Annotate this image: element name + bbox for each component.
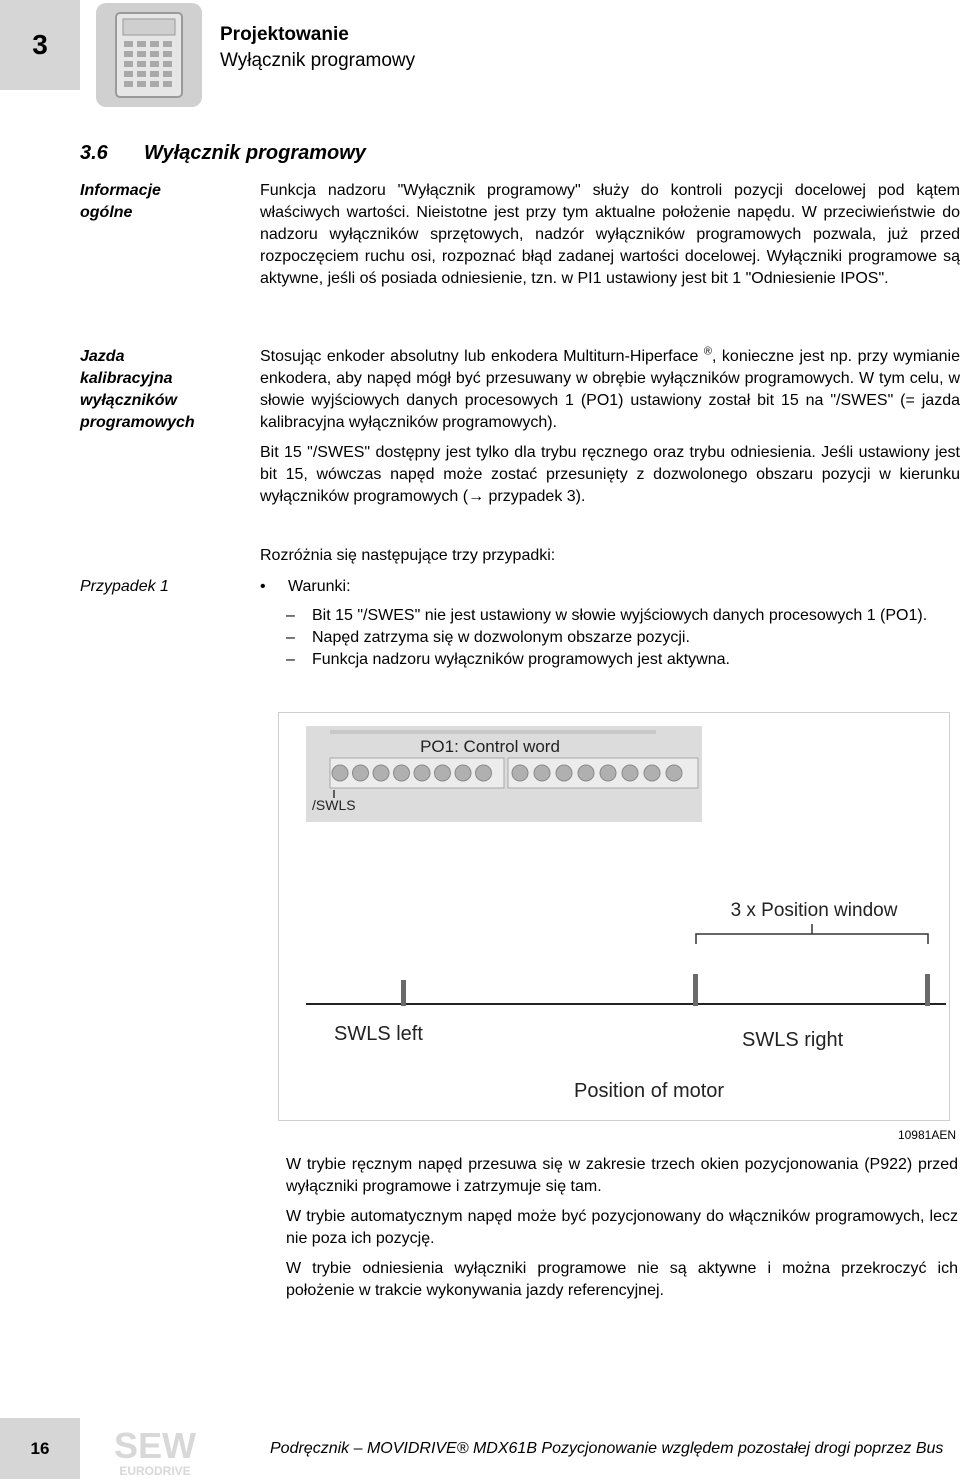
condition-text: Bit 15 "/SWES" nie jest ustawiony w słowie wyjściowych danych procesowych 1 (PO1). <box>312 607 928 624</box>
calibration-label-line: programowych <box>80 414 195 431</box>
calibration-label <box>80 346 230 434</box>
logo-text: SEW <box>113 1425 197 1466</box>
control-word-title: PO1: Control word <box>420 737 560 756</box>
general-label-line: ogólne <box>80 204 133 221</box>
logo-subtext: EURODRIVE <box>119 1464 191 1478</box>
figure-svg <box>278 712 950 1121</box>
bit-led <box>622 765 638 781</box>
bit-led <box>644 765 660 781</box>
bit-led <box>666 765 682 781</box>
conditions-bullet <box>260 578 460 600</box>
header-subtitle: Wyłącznik programowy <box>220 50 416 71</box>
general-info-text <box>260 180 960 298</box>
motor-position-label: Position of motor <box>574 1080 725 1102</box>
mode-paragraph: W trybie ręcznym napęd przesuwa się w zakresie trzech okien pozycjonowania (P922) przed wyłączniki programowe i zatrzymuje się tam. <box>286 1156 958 1195</box>
registered-mark: ® <box>703 345 712 358</box>
calibration-text <box>260 346 960 516</box>
calibration-paragraph-2: Bit 15 "/SWES" dostępny jest tylko dla trybu ręcznego oraz trybu odniesienia. Jeśli ustawiony jest bit 15, wówczas napęd może zostać przesunięty z dozwolonego obszaru pozycji w kierunku wyłączników programowych (→ przypadek 3). <box>260 444 960 505</box>
sew-logo <box>100 1424 210 1478</box>
section-title: Wyłącznik programowy <box>144 142 366 164</box>
bit-led <box>476 765 492 781</box>
mode-descriptions <box>286 1154 958 1310</box>
list-item <box>286 649 960 671</box>
conditions-label: Warunki: <box>288 578 351 595</box>
bit-led <box>556 765 572 781</box>
cases-intro: Rozróżnia się następujące trzy przypadki: <box>260 547 556 564</box>
bullet-mark: • <box>260 578 266 595</box>
bit-led <box>512 765 528 781</box>
bit-led <box>332 765 348 781</box>
bit-led <box>414 765 430 781</box>
window-end-marker <box>925 974 930 1006</box>
conditions-list <box>286 605 960 671</box>
general-info-label <box>80 180 230 224</box>
condition-text: Funkcja nadzoru wyłączników programowych jest aktywna. <box>312 651 730 668</box>
list-item <box>286 627 960 649</box>
page-number: 16 <box>30 1438 50 1458</box>
swls-right-label: SWLS right <box>742 1029 844 1051</box>
footer-text: Podręcznik – MOVIDRIVE® MDX61B Pozycjonowanie względem pozostałej drogi poprzez Bus <box>270 1440 944 1457</box>
bit-led <box>373 765 389 781</box>
calibration-label-line: Jazda <box>80 348 125 365</box>
page-number-box <box>0 1418 80 1479</box>
dash-mark: – <box>286 629 295 646</box>
mode-paragraph: W trybie automatycznym napęd może być pozycjonowany do włączników programowych, lecz nie poza ich pozycję. <box>286 1208 958 1247</box>
bit-led <box>578 765 594 781</box>
calculator-icon <box>96 3 202 107</box>
calibration-p1-end: , konieczne jest np. przy wymianie enkodera, aby napęd mógł być przesuwany w obrębie wyłączników programowych. W tym celu, w słowie wyjściowych danych procesowych 1 (PO1) ustawiony został bit 15 na "/SWES" (= jazda kalibracyjna wyłączników programowych). <box>260 348 960 431</box>
general-label-line: Informacje <box>80 182 161 199</box>
dash-mark: – <box>286 607 295 624</box>
header-title: Projektowanie <box>220 24 349 45</box>
bit-led <box>600 765 616 781</box>
mode-paragraph: W trybie odniesienia wyłączniki programowe nie są aktywne i można przekroczyć ich położenie w trakcie wykonywania jazdy referencyjnej. <box>286 1260 958 1299</box>
bit-led <box>455 765 471 781</box>
calibration-label-line: kalibracyjna <box>80 370 173 387</box>
chapter-number: 3 <box>32 29 48 60</box>
condition-text: Napęd zatrzyma się w dozwolonym obszarze pozycji. <box>312 629 690 646</box>
chapter-number-box <box>0 0 80 90</box>
calibration-p1-start: Stosując enkoder absolutny lub enkodera Multiturn-Hiperface <box>260 348 699 365</box>
calibration-paragraph-1 <box>260 346 960 434</box>
bit-led <box>534 765 550 781</box>
swls-right-marker <box>693 974 698 1006</box>
bit-led <box>353 765 369 781</box>
bit-led <box>394 765 410 781</box>
section-number: 3.6 <box>80 142 108 164</box>
calibration-label-line: wyłączników <box>80 392 177 409</box>
list-item <box>286 605 960 627</box>
section-heading <box>80 142 366 165</box>
position-window-label: 3 x Position window <box>730 900 898 921</box>
swls-left-marker <box>401 980 406 1006</box>
bit-led <box>435 765 451 781</box>
position-window-figure <box>278 712 950 1121</box>
figure-code: 10981AEN <box>897 1128 956 1142</box>
case1-label: Przypadek 1 <box>80 578 169 595</box>
swls-bit-label: /SWLS <box>312 797 356 813</box>
general-paragraph: Funkcja nadzoru "Wyłącznik programowy" służy do kontroli pozycji docelowej pod kątem właściwych wartości. Nieistotne jest przy tym aktualne położenie napędu. W przeciwieństwie do nadzoru wyłączników sprzętowych, nadzór wyłączników programowych pozwala, już przed rozpoczęciem ruchu osi, rozpoznać błąd zadanej wartości docelowej. Wyłączniki programowe są aktywne, jeśli oś posiada odniesienie, tzn. w PI1 ustawiony jest bit 1 "Odniesienie IPOS". <box>260 182 960 287</box>
dash-mark: – <box>286 651 295 668</box>
swls-left-label: SWLS left <box>334 1023 423 1045</box>
